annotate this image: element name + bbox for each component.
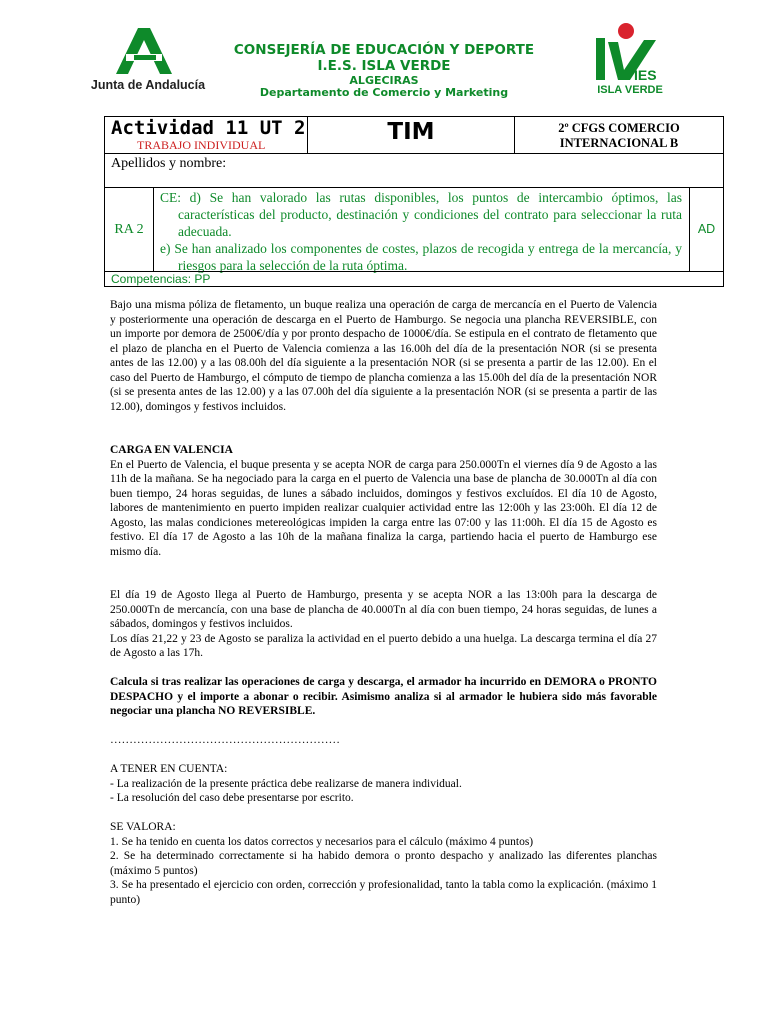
carga-paragraph: En el Puerto de Valencia, el buque presenta y se acepta NOR de carga para 250.000Tn el viernes día 9 de Agosto a las 11h de la mañana. Se ha negociado para la carga en el puerto de Valencia una base de plancha de 30.000Tn al día con buen tiempo, 24 horas seguidas, de lunes a sábado incluidos, domingos y festivos excluídos. El día 10 de Agosto, labores de mantenimiento en puerto impiden realizar cualquier actividad entre las 12:00h y las 23:00h. El día 12 de Agosto, las malas condiciones metereológicas impiden la carga entre las 07:00 y las 11:00h. El día 15 de Agosto es festivo. El día 17 de Agosto a las 10h de la mañana finaliza la carga, partiendo hacia el puerto de Hamburgo ese mismo día. <box>110 458 657 558</box>
ce-e-text: e) Se han analizado los componentes de costes, plazos de recogida y entrega de la mercancía, y riesgos para la selección de la ruta óptima. <box>160 241 682 273</box>
header-line-1: CONSEJERÍA DE EDUCACIÓN Y DEPORTE <box>233 42 535 58</box>
valora-item-1: 1. Se ha tenido en cuenta los datos correctos y necesarios para el cálculo (máximo 4 puntos) <box>110 835 534 848</box>
valora-item-3: 3. Se ha presentado el ejercicio con orden, corrección y profesionalidad, tanto la tabla como la explicación. (máximo 1 punto) <box>110 879 657 906</box>
junta-logo-text: Junta de Andalucía <box>90 78 206 92</box>
valora-heading: SE VALORA: <box>110 821 176 833</box>
subject-cell <box>308 117 515 153</box>
ce-cell <box>154 187 690 271</box>
tener-item-2: - La resolución del caso debe presentarse por escrito. <box>110 792 354 804</box>
competencias-cell <box>105 271 723 286</box>
huelga-paragraph: Los días 21,22 y 23 de Agosto se paraliza la actividad en el puerto debido a una huelga. La descarga termina el día 27 de Agosto a las 17h. <box>110 632 657 659</box>
junta-andalucia-logo <box>86 26 210 100</box>
ra-label: RA 2 <box>114 222 144 237</box>
hamburgo-paragraph: El día 19 de Agosto llega al Puerto de Hamburgo, presenta y se acepta NOR a las 13:00h para la descarga de 250.000Tn de mercancía, con una base de plancha de 40.000Tn al día con buen tiempo, 24 horas seguidas, de lunes a sábados, domingos y festivos incluidos. <box>110 589 657 630</box>
ad-label: AD <box>697 222 716 236</box>
course-label: 2º CFGS COMERCIO INTERNACIONAL B <box>558 121 680 150</box>
ies-logo-text: ISLA VERDE <box>597 84 663 96</box>
header-line-3: ALGECIRAS <box>349 74 419 87</box>
course-cell <box>515 117 723 153</box>
header-line-2: I.E.S. ISLA VERDE <box>317 58 451 74</box>
name-cell <box>105 153 723 187</box>
ies-logo-icon <box>590 22 670 84</box>
activity-title: Actividad 11 UT 2 <box>111 117 306 139</box>
ce-d-text: CE: d) Se han valorado las rutas disponibles, los puntos de intercambio óptimos, las características del producto, destinación y condiciones del contrato para seleccionar la ruta adecuada. <box>160 190 682 239</box>
header-line-4: Departamento de Comercio y Marketing <box>259 86 509 99</box>
carga-heading: CARGA EN VALENCIA <box>110 444 233 456</box>
subject-title: TIM <box>387 119 435 145</box>
activity-header-table <box>104 116 724 287</box>
valora-item-2: 2. Se ha determinado correctamente si ha habido demora o pronto despacho y analizado las diferentes planchas (máximo 5 puntos) <box>110 850 657 877</box>
tener-item-1: - La realización de la presente práctica debe realizarse de manera individual. <box>110 777 462 790</box>
tener-heading: A TENER EN CUENTA: <box>110 763 228 775</box>
document-body <box>110 298 657 907</box>
ce-text <box>160 189 682 274</box>
dots-line: …………………………………………………… <box>110 734 340 746</box>
junta-logo-icon <box>116 26 180 76</box>
competencias-label: Competencias: PP <box>111 272 211 286</box>
activity-cell <box>105 117 308 153</box>
ies-logo-mark: IES <box>634 67 657 83</box>
header-titles <box>200 42 568 99</box>
activity-subtitle: TRABAJO INDIVIDUAL <box>137 138 266 152</box>
name-label: Apellidos y nombre: <box>111 156 227 171</box>
ra-cell <box>105 187 154 271</box>
question-paragraph: Calcula si tras realizar las operaciones de carga y descarga, el armador ha incurrido en DEMORA o PRONTO DESPACHO y el importe a abonar o recibir. Asimismo analiza si al armador le hubiera sido más favorable negociar una plancha NO REVERSIBLE. <box>110 676 657 717</box>
intro-paragraph: Bajo una misma póliza de fletamento, un buque realiza una operación de carga de mercancía en el Puerto de Valencia y posteriormente una operación de descarga en el Puerto de Hamburgo. Se negocia una plancha REVERSIBLE, con un importe por demora de 2500€/día y por pronto despacho de 1000€/día. Se estipula en el contrato de fletamento que el plazo de plancha en el Puerto de Valencia comienza a las 16.00h del día de la presentación NOR (si se presenta antes de las 12.00) y a las 08.00h del día siguiente a la presentación NOR (si se presenta a partir de las 12.00). En el caso del Puerto de Hamburgo, el cómputo de tiempo de plancha comienza a las 15.00h del día de la presentación NOR (si se presenta antes de las 12.00) y a las 07.00h del día siguiente a la presentación NOR (si se presenta a partir de las 12.00), domingos y festivos incluidos. <box>110 299 657 413</box>
ies-isla-verde-logo <box>590 22 670 106</box>
ad-cell <box>690 187 723 271</box>
